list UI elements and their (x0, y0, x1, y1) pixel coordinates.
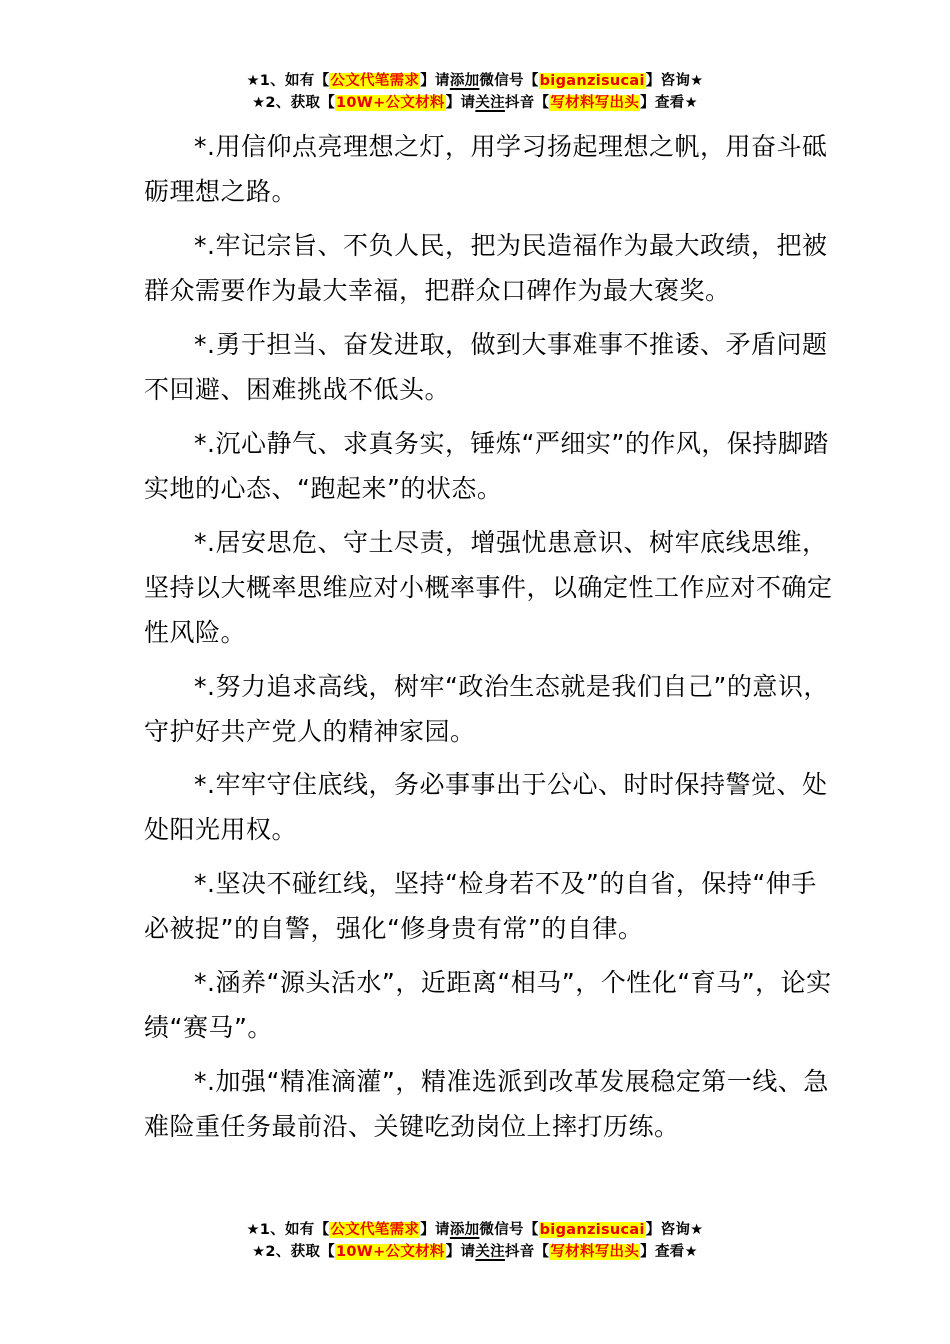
paragraph: *.牢记宗旨、不负人民，把为民造福作为最大政绩，把被群众需要作为最大幸福，把群众口碑作为最大褒奖。 (144, 231, 828, 305)
paragraph: *.牢牢守住底线，务必事事出于公心、时时保持警觉、处处阳光用权。 (144, 770, 828, 844)
banner-text: 抖音【 (504, 1244, 550, 1260)
banner-text: 】请 (445, 1244, 476, 1260)
banner-text: 】请 (420, 73, 450, 89)
banner-line-1 (0, 70, 950, 92)
banner-text: 】咨询★ (645, 1222, 704, 1238)
banner-highlight: 写材料写出头 (550, 1244, 640, 1260)
banner-text: ★1、如有【 (246, 73, 330, 89)
banner-underline-text: 关注 (475, 1244, 505, 1260)
banner-highlight: 公文代笔需求 (330, 73, 420, 89)
banner-text: 】咨询★ (645, 73, 704, 89)
paragraph: *.沉心静气、求真务实，锤炼“严细实”的作风，保持脚踏实地的心态、“跑起来”的状态。 (144, 429, 829, 503)
banner-line-2 (0, 92, 950, 114)
banner-text: 微信号【 (479, 73, 539, 89)
paragraph: *.坚决不碰红线，坚持“检身若不及”的自省，保持“伸手必被捉”的自警，强化“修身贵有常”的自律。 (144, 869, 817, 943)
banner-text: 】查看★ (640, 95, 698, 111)
banner-highlight: biganzisucai (539, 73, 645, 89)
banner-line-2 (0, 1241, 950, 1263)
paragraph: *.努力追求高线，树牢“政治生态就是我们自己”的意识，守护好共产党人的精神家园。 (144, 672, 829, 746)
banner-underline-text: 关注 (475, 95, 505, 111)
banner-text: 】请 (420, 1222, 450, 1238)
banner-text: ★1、如有【 (246, 1222, 330, 1238)
top-banner (0, 70, 950, 114)
banner-text: 】查看★ (640, 1244, 698, 1260)
paragraph: *.用信仰点亮理想之灯，用学习扬起理想之帆，用奋斗砥砺理想之路。 (144, 132, 828, 206)
banner-underline-text: 添加 (449, 1222, 480, 1238)
banner-highlight: 10W+公文材料 (336, 95, 445, 111)
paragraph: *.加强“精准滴灌”，精准选派到改革发展稳定第一线、急难险重任务最前沿、关键吃劲岗位上摔打历练。 (144, 1067, 829, 1141)
banner-text: 微信号【 (479, 1222, 539, 1238)
paragraph: *.涵养“源头活水”，近距离“相马”，个性化“育马”，论实绩“赛马”。 (144, 968, 832, 1042)
paragraph: *.勇于担当、奋发进取，做到大事难事不推诿、矛盾问题不回避、困难挑战不低头。 (144, 330, 828, 404)
paragraph: *.居安思危、守土尽责，增强忧患意识、树牢底线思维，坚持以大概率思维应对小概率事件，以确定性工作应对不确定性风险。 (144, 528, 833, 647)
banner-line-1 (0, 1219, 950, 1241)
banner-text: ★2、获取【 (252, 95, 335, 111)
banner-underline-text: 添加 (449, 73, 480, 89)
banner-highlight: 写材料写出头 (550, 95, 640, 111)
banner-highlight: 公文代笔需求 (330, 1222, 420, 1238)
banner-highlight: biganzisucai (539, 1222, 645, 1238)
banner-text: ★2、获取【 (252, 1244, 335, 1260)
banner-text: 】请 (445, 95, 476, 111)
banner-highlight: 10W+公文材料 (336, 1244, 445, 1260)
banner-text: 抖音【 (504, 95, 550, 111)
bottom-banner (0, 1219, 950, 1263)
